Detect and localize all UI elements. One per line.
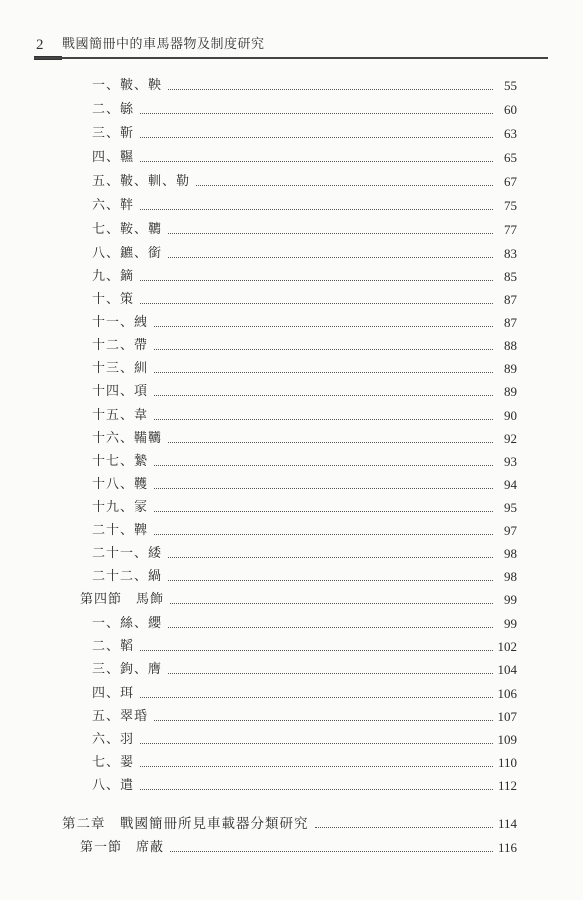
dot-leader (140, 742, 493, 744)
toc-entry-label: 三、靳 (92, 126, 135, 141)
toc-entry-page: 89 (504, 361, 517, 376)
toc-entry-label: 十七、縶 (92, 454, 149, 469)
toc-entry[interactable] (92, 494, 517, 516)
dot-leader (154, 371, 493, 373)
toc-entry[interactable] (92, 144, 517, 166)
toc-entry-label: 十一、絏 (92, 315, 149, 330)
toc-entry[interactable] (92, 216, 517, 238)
toc-entry-page: 97 (504, 523, 517, 538)
dot-leader (170, 602, 493, 604)
toc-entry-page: 112 (497, 778, 517, 793)
toc-entry-page: 107 (497, 709, 517, 724)
toc-entry-label: 四、珥 (92, 686, 135, 701)
toc-entry[interactable] (92, 448, 517, 470)
toc-entry-label: 十、策 (92, 292, 135, 307)
toc-entry-page: 98 (504, 546, 517, 561)
dot-leader (154, 510, 493, 512)
dot-leader (140, 649, 493, 651)
dot-leader (315, 826, 494, 828)
toc-entry-label: 六、羽 (92, 732, 135, 747)
toc-entry[interactable] (92, 168, 517, 190)
toc-entry[interactable] (92, 749, 517, 771)
page-number: 2 (36, 37, 44, 53)
toc-entry-page: 67 (504, 174, 517, 189)
dot-leader (168, 441, 493, 443)
toc-entry-label: 二十一、緌 (92, 546, 163, 561)
toc-entry[interactable] (92, 355, 517, 377)
toc-section-heading[interactable] (80, 834, 517, 856)
toc-entry-page: 87 (504, 292, 517, 307)
dot-leader (168, 672, 493, 674)
toc-section-label: 第一節 席蔽 (80, 840, 165, 855)
toc-entry[interactable] (92, 332, 517, 354)
toc-entry-label: 二、䋣 (92, 102, 135, 117)
toc-entry[interactable] (92, 726, 517, 748)
dot-leader (140, 208, 493, 210)
toc-entry-page: 75 (504, 198, 517, 213)
toc-entry-label: 十八、韄 (92, 477, 149, 492)
toc-entry-label: 十二、帶 (92, 338, 149, 353)
toc-entry-label: 十四、項 (92, 384, 149, 399)
toc-entry[interactable] (92, 425, 517, 447)
toc-entry[interactable] (92, 517, 517, 539)
toc-entry-label: 五、鞁、䡅、勒 (92, 174, 191, 189)
toc-entry-page: 63 (504, 126, 517, 141)
toc-entry[interactable] (92, 309, 517, 331)
toc-entry-page: 104 (497, 662, 517, 677)
running-title: 戰國簡冊中的車馬器物及制度研究 (62, 37, 265, 52)
toc-section-heading[interactable] (80, 586, 517, 608)
dot-leader (140, 765, 493, 767)
toc-entry[interactable] (92, 471, 517, 493)
dot-leader (154, 464, 493, 466)
toc-entry-label: 五、翠琘 (92, 709, 149, 724)
dot-leader (168, 556, 493, 558)
toc-section-page: 116 (497, 840, 517, 855)
toc-entry-label: 七、翣 (92, 755, 135, 770)
toc-entry[interactable] (92, 263, 517, 285)
toc-entry[interactable] (92, 402, 517, 424)
dot-leader (154, 394, 493, 396)
toc-entry-page: 89 (504, 384, 517, 399)
toc-entry-page: 90 (504, 408, 517, 423)
toc-entry-label: 十九、冡 (92, 500, 149, 515)
dot-leader (140, 788, 493, 790)
dot-leader (154, 348, 493, 350)
toc-entry-label: 八、鑣、銜 (92, 246, 163, 261)
toc-entry-page: 85 (504, 269, 517, 284)
toc-entry-label: 六、靽 (92, 198, 135, 213)
dot-leader (196, 184, 493, 186)
toc-entry[interactable] (92, 772, 517, 794)
toc-entry-label: 二十二、緺 (92, 569, 163, 584)
toc-chapter-heading[interactable] (62, 810, 517, 832)
toc-entry-page: 99 (504, 616, 517, 631)
dot-leader (140, 302, 493, 304)
dot-leader (140, 279, 493, 281)
toc-entry-page: 93 (504, 454, 517, 469)
toc-entry[interactable] (92, 240, 517, 262)
toc-entry-label: 十三、紃 (92, 361, 149, 376)
page-header (0, 0, 583, 62)
dot-leader (140, 112, 493, 114)
dot-leader (154, 325, 493, 327)
toc-entry-label: 一、絲、纓 (92, 616, 163, 631)
toc-chapter-page: 114 (497, 816, 517, 831)
toc-entry-page: 55 (504, 78, 517, 93)
toc-entry[interactable] (92, 540, 517, 562)
toc-entry-page: 88 (504, 338, 517, 353)
dot-leader (168, 579, 493, 581)
toc-chapter-label: 第二章 戰國簡冊所見車載器分類研究 (62, 816, 309, 832)
toc-entry-page: 98 (504, 569, 517, 584)
toc-section-label: 第四節 馬飾 (80, 592, 165, 607)
toc-entry-page: 87 (504, 315, 517, 330)
toc-entry-page: 60 (504, 102, 517, 117)
dot-leader (140, 136, 493, 138)
toc-entry[interactable] (92, 703, 517, 725)
toc-entry[interactable] (92, 286, 517, 308)
toc-entry-label: 二、鞱 (92, 639, 135, 654)
dot-leader (168, 232, 493, 234)
toc-entry-page: 83 (504, 246, 517, 261)
toc-entry-page: 106 (497, 686, 517, 701)
toc-entry[interactable] (92, 633, 517, 655)
toc-entry[interactable] (92, 378, 517, 400)
toc-entry-page: 65 (504, 150, 517, 165)
dot-leader (154, 418, 493, 420)
toc-entry-page: 77 (504, 222, 517, 237)
toc-entry-label: 四、韅 (92, 150, 135, 165)
dot-leader (140, 696, 493, 698)
toc-entry-label: 八、遣 (92, 778, 135, 793)
dot-leader (168, 88, 493, 90)
toc-entry-label: 一、鞁、鞅 (92, 78, 163, 93)
dot-leader (154, 487, 493, 489)
toc-entry[interactable] (92, 96, 517, 118)
toc-entry[interactable] (92, 610, 517, 632)
toc-entry-page: 92 (504, 431, 517, 446)
dot-leader (154, 533, 493, 535)
toc-entry-label: 十五、韋 (92, 408, 149, 423)
toc-entry[interactable] (92, 72, 517, 94)
toc-entry-page: 95 (504, 500, 517, 515)
toc-entry-page: 110 (497, 755, 517, 770)
toc-entry[interactable] (92, 120, 517, 142)
toc-section-page: 99 (504, 592, 517, 607)
dot-leader (168, 256, 493, 258)
toc-entry-page: 102 (497, 639, 517, 654)
header-rule (34, 57, 548, 59)
toc-entry-label: 十六、鞴韉 (92, 431, 163, 446)
toc-entry-label: 三、鉤、膺 (92, 662, 163, 677)
toc-entry-page: 94 (504, 477, 517, 492)
toc-entry-label: 二十、鞞 (92, 523, 149, 538)
toc-entry-label: 七、鞍、韀 (92, 222, 163, 237)
toc-entry[interactable] (92, 563, 517, 585)
toc-entry[interactable] (92, 656, 517, 678)
toc-entry[interactable] (92, 192, 517, 214)
dot-leader (168, 626, 493, 628)
dot-leader (154, 719, 493, 721)
toc-entry-page: 109 (497, 732, 517, 747)
dot-leader (170, 850, 493, 852)
toc-entry[interactable] (92, 680, 517, 702)
dot-leader (140, 160, 493, 162)
toc-entry-label: 九、鏑 (92, 269, 135, 284)
